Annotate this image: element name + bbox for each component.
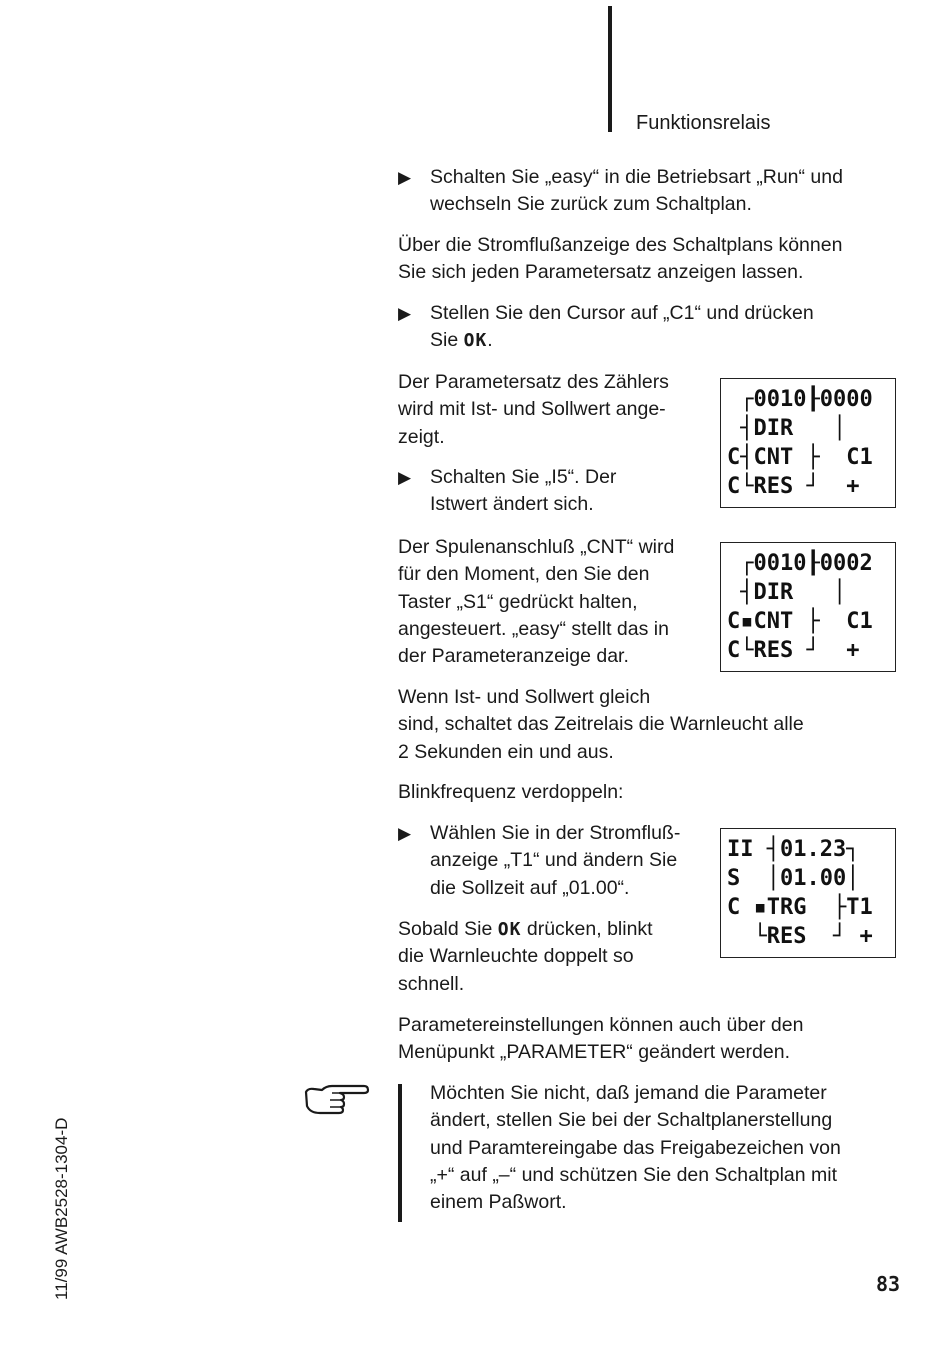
- text-line: wird mit Ist- und Sollwert ange-: [398, 398, 666, 421]
- note-password: [430, 1080, 841, 1216]
- text-line: Sie sich jeden Parametersatz anzeigen lassen.: [398, 261, 804, 284]
- instruction-cursor-c1: [398, 300, 918, 356]
- pointing-hand-icon: [304, 1082, 370, 1123]
- text-line: und Paramtereingabe das Freigabezeichen von: [430, 1136, 841, 1159]
- text-line: angesteuert. „easy“ stellt das in: [398, 617, 669, 640]
- lcd-line: S │01.00│: [727, 866, 860, 891]
- paragraph-spulenanschluss: [398, 534, 674, 670]
- lcd-line: C┤CNT ├ C1: [727, 445, 873, 470]
- instruction-line: Schalten Sie „easy“ in die Betriebsart „Run“ und: [430, 166, 843, 188]
- instruction-line: Wählen Sie in der Stromfluß-: [430, 822, 681, 844]
- text-line: Möchten Sie nicht, daß jemand die Parameter: [430, 1082, 827, 1104]
- instruction-run-mode: [398, 164, 918, 220]
- lcd-line: C└RES ┘ +: [727, 474, 860, 499]
- text-fragment: .: [487, 329, 493, 352]
- text-fragment: drücken, blinkt: [521, 918, 653, 940]
- lcd-line: II ┤01.23┐: [727, 837, 860, 862]
- lcd-line: C▪CNT ├ C1: [727, 609, 873, 634]
- lcd-line: ┌0010┠0000: [727, 387, 873, 412]
- instruction-select-t1: [398, 820, 718, 904]
- header-rule: [608, 6, 612, 132]
- instruction-line: Stellen Sie den Cursor auf „C1“ und drücken: [430, 302, 814, 324]
- text-line: Der Spulenanschluß „CNT“ wird: [398, 536, 675, 558]
- text-line: Der Parametersatz des Zählers: [398, 371, 669, 393]
- text-line: „+“ auf „–“ und schützen Sie den Schaltplan mit: [430, 1163, 838, 1186]
- note-rule: [398, 1084, 402, 1222]
- bullet-arrow-icon: ▶: [398, 304, 412, 323]
- counter-display-1: [720, 378, 896, 508]
- section-title: Funktionsrelais: [636, 112, 771, 134]
- text-line: Blinkfrequenz verdoppeln:: [398, 781, 624, 803]
- bullet-arrow-icon: ▶: [398, 824, 412, 843]
- paragraph-blinkfrequenz: [398, 779, 623, 806]
- bullet-arrow-icon: ▶: [398, 168, 412, 187]
- text-line: [398, 916, 653, 943]
- timer-display: [720, 828, 896, 958]
- text-line: zeigt.: [398, 425, 445, 448]
- lcd-line: └RES ┘ +: [727, 924, 873, 949]
- instruction-line: [430, 327, 814, 354]
- text-line: einem Paßwort.: [430, 1191, 567, 1214]
- document-code: 11/99 AWB2528-1304-D: [52, 1117, 71, 1300]
- paragraph-parametersatz: [398, 369, 669, 451]
- lcd-line: ┌0010┠0002: [727, 551, 873, 576]
- text-line: Wenn Ist- und Sollwert gleich: [398, 686, 651, 708]
- text-line: Menüpunkt „PARAMETER“ geändert werden.: [398, 1041, 790, 1064]
- paragraph-warnleuchte: [398, 684, 804, 766]
- instruction-line: wechseln Sie zurück zum Schaltplan.: [430, 193, 752, 216]
- text-line: der Parameteranzeige dar.: [398, 645, 629, 668]
- counter-display-2: [720, 542, 896, 672]
- text-line: die Warnleuchte doppelt so: [398, 945, 634, 968]
- instruction-line: Istwert ändert sich.: [430, 493, 594, 516]
- lcd-line: ┤DIR │: [727, 580, 847, 605]
- lcd-line: C ▪TRG ├T1: [727, 895, 873, 920]
- paragraph-stromfluss: [398, 232, 842, 287]
- text-line: ändert, stellen Sie bei der Schaltplanerstellung: [430, 1109, 833, 1132]
- text-line: 2 Sekunden ein und aus.: [398, 740, 614, 763]
- text-fragment: Sie: [430, 329, 464, 352]
- text-line: sind, schaltet das Zeitrelais die Warnleucht alle: [398, 713, 804, 736]
- text-line: Taster „S1“ gedrückt halten,: [398, 590, 638, 613]
- instruction-line: anzeige „T1“ und ändern Sie: [430, 849, 678, 872]
- text-line: für den Moment, den Sie den: [398, 563, 650, 586]
- text-line: Über die Stromflußanzeige des Schaltplans können: [398, 234, 843, 256]
- text-line: schnell.: [398, 972, 465, 995]
- paragraph-parametereinstellungen: [398, 1012, 803, 1067]
- page-number: 83: [876, 1272, 901, 1296]
- text-line: Parametereinstellungen können auch über den: [398, 1014, 804, 1036]
- paragraph-ok-blinkt: [398, 916, 653, 998]
- instruction-switch-i5: [398, 464, 708, 520]
- lcd-line: C└RES ┘ +: [727, 638, 860, 663]
- lcd-line: ┤DIR │: [727, 416, 847, 441]
- instruction-line: Schalten Sie „I5“. Der: [430, 466, 617, 488]
- instruction-line: die Sollzeit auf „01.00“.: [430, 876, 630, 899]
- ok-key-label: OK: [463, 330, 488, 352]
- text-fragment: Sobald Sie: [398, 918, 498, 940]
- bullet-arrow-icon: ▶: [398, 468, 412, 487]
- ok-key-label: OK: [497, 919, 522, 940]
